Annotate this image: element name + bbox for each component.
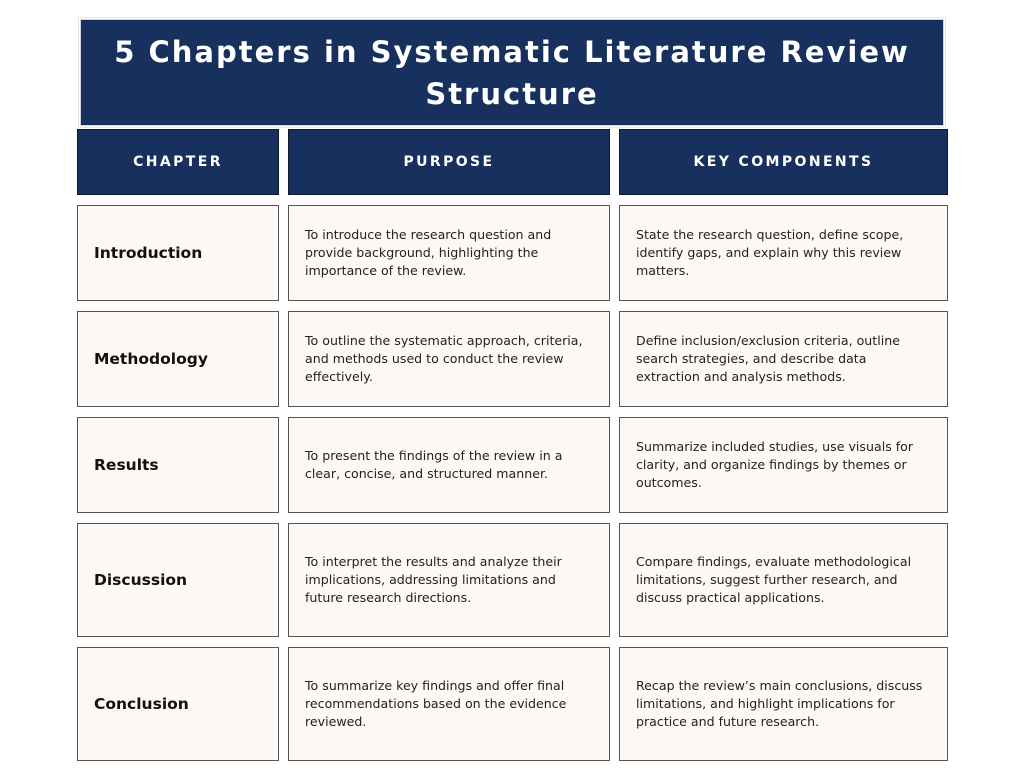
column-header-chapter: CHAPTER	[77, 129, 279, 195]
purpose-cell: To present the findings of the review in a clear, concise, and structured manner.	[288, 417, 610, 513]
purpose-cell: To introduce the research question and provide background, highlighting the importance of the review.	[288, 205, 610, 301]
chapter-cell: Conclusion	[77, 647, 279, 761]
column-header-purpose: PURPOSE	[288, 129, 610, 195]
column-header-key-components: KEY COMPONENTS	[619, 129, 948, 195]
title-banner	[80, 19, 944, 126]
key-components-cell: Compare findings, evaluate methodological limitations, suggest further research, and discuss practical applications.	[619, 523, 948, 637]
chapter-cell: Methodology	[77, 311, 279, 407]
key-components-cell: Summarize included studies, use visuals for clarity, and organize findings by themes or outcomes.	[619, 417, 948, 513]
purpose-cell: To interpret the results and analyze their implications, addressing limitations and future research directions.	[288, 523, 610, 637]
page-title: 5 Chapters in Systematic Literature Review Structure	[114, 34, 910, 111]
chapter-cell: Introduction	[77, 205, 279, 301]
chapter-cell: Results	[77, 417, 279, 513]
key-components-cell: Recap the review’s main conclusions, discuss limitations, and highlight implications for practice and future research.	[619, 647, 948, 761]
key-components-cell: Define inclusion/exclusion criteria, outline search strategies, and describe data extraction and analysis methods.	[619, 311, 948, 407]
key-components-cell: State the research question, define scope, identify gaps, and explain why this review matters.	[619, 205, 948, 301]
purpose-cell: To outline the systematic approach, criteria, and methods used to conduct the review effectively.	[288, 311, 610, 407]
purpose-cell: To summarize key findings and offer final recommendations based on the evidence reviewed.	[288, 647, 610, 761]
chapter-cell: Discussion	[77, 523, 279, 637]
